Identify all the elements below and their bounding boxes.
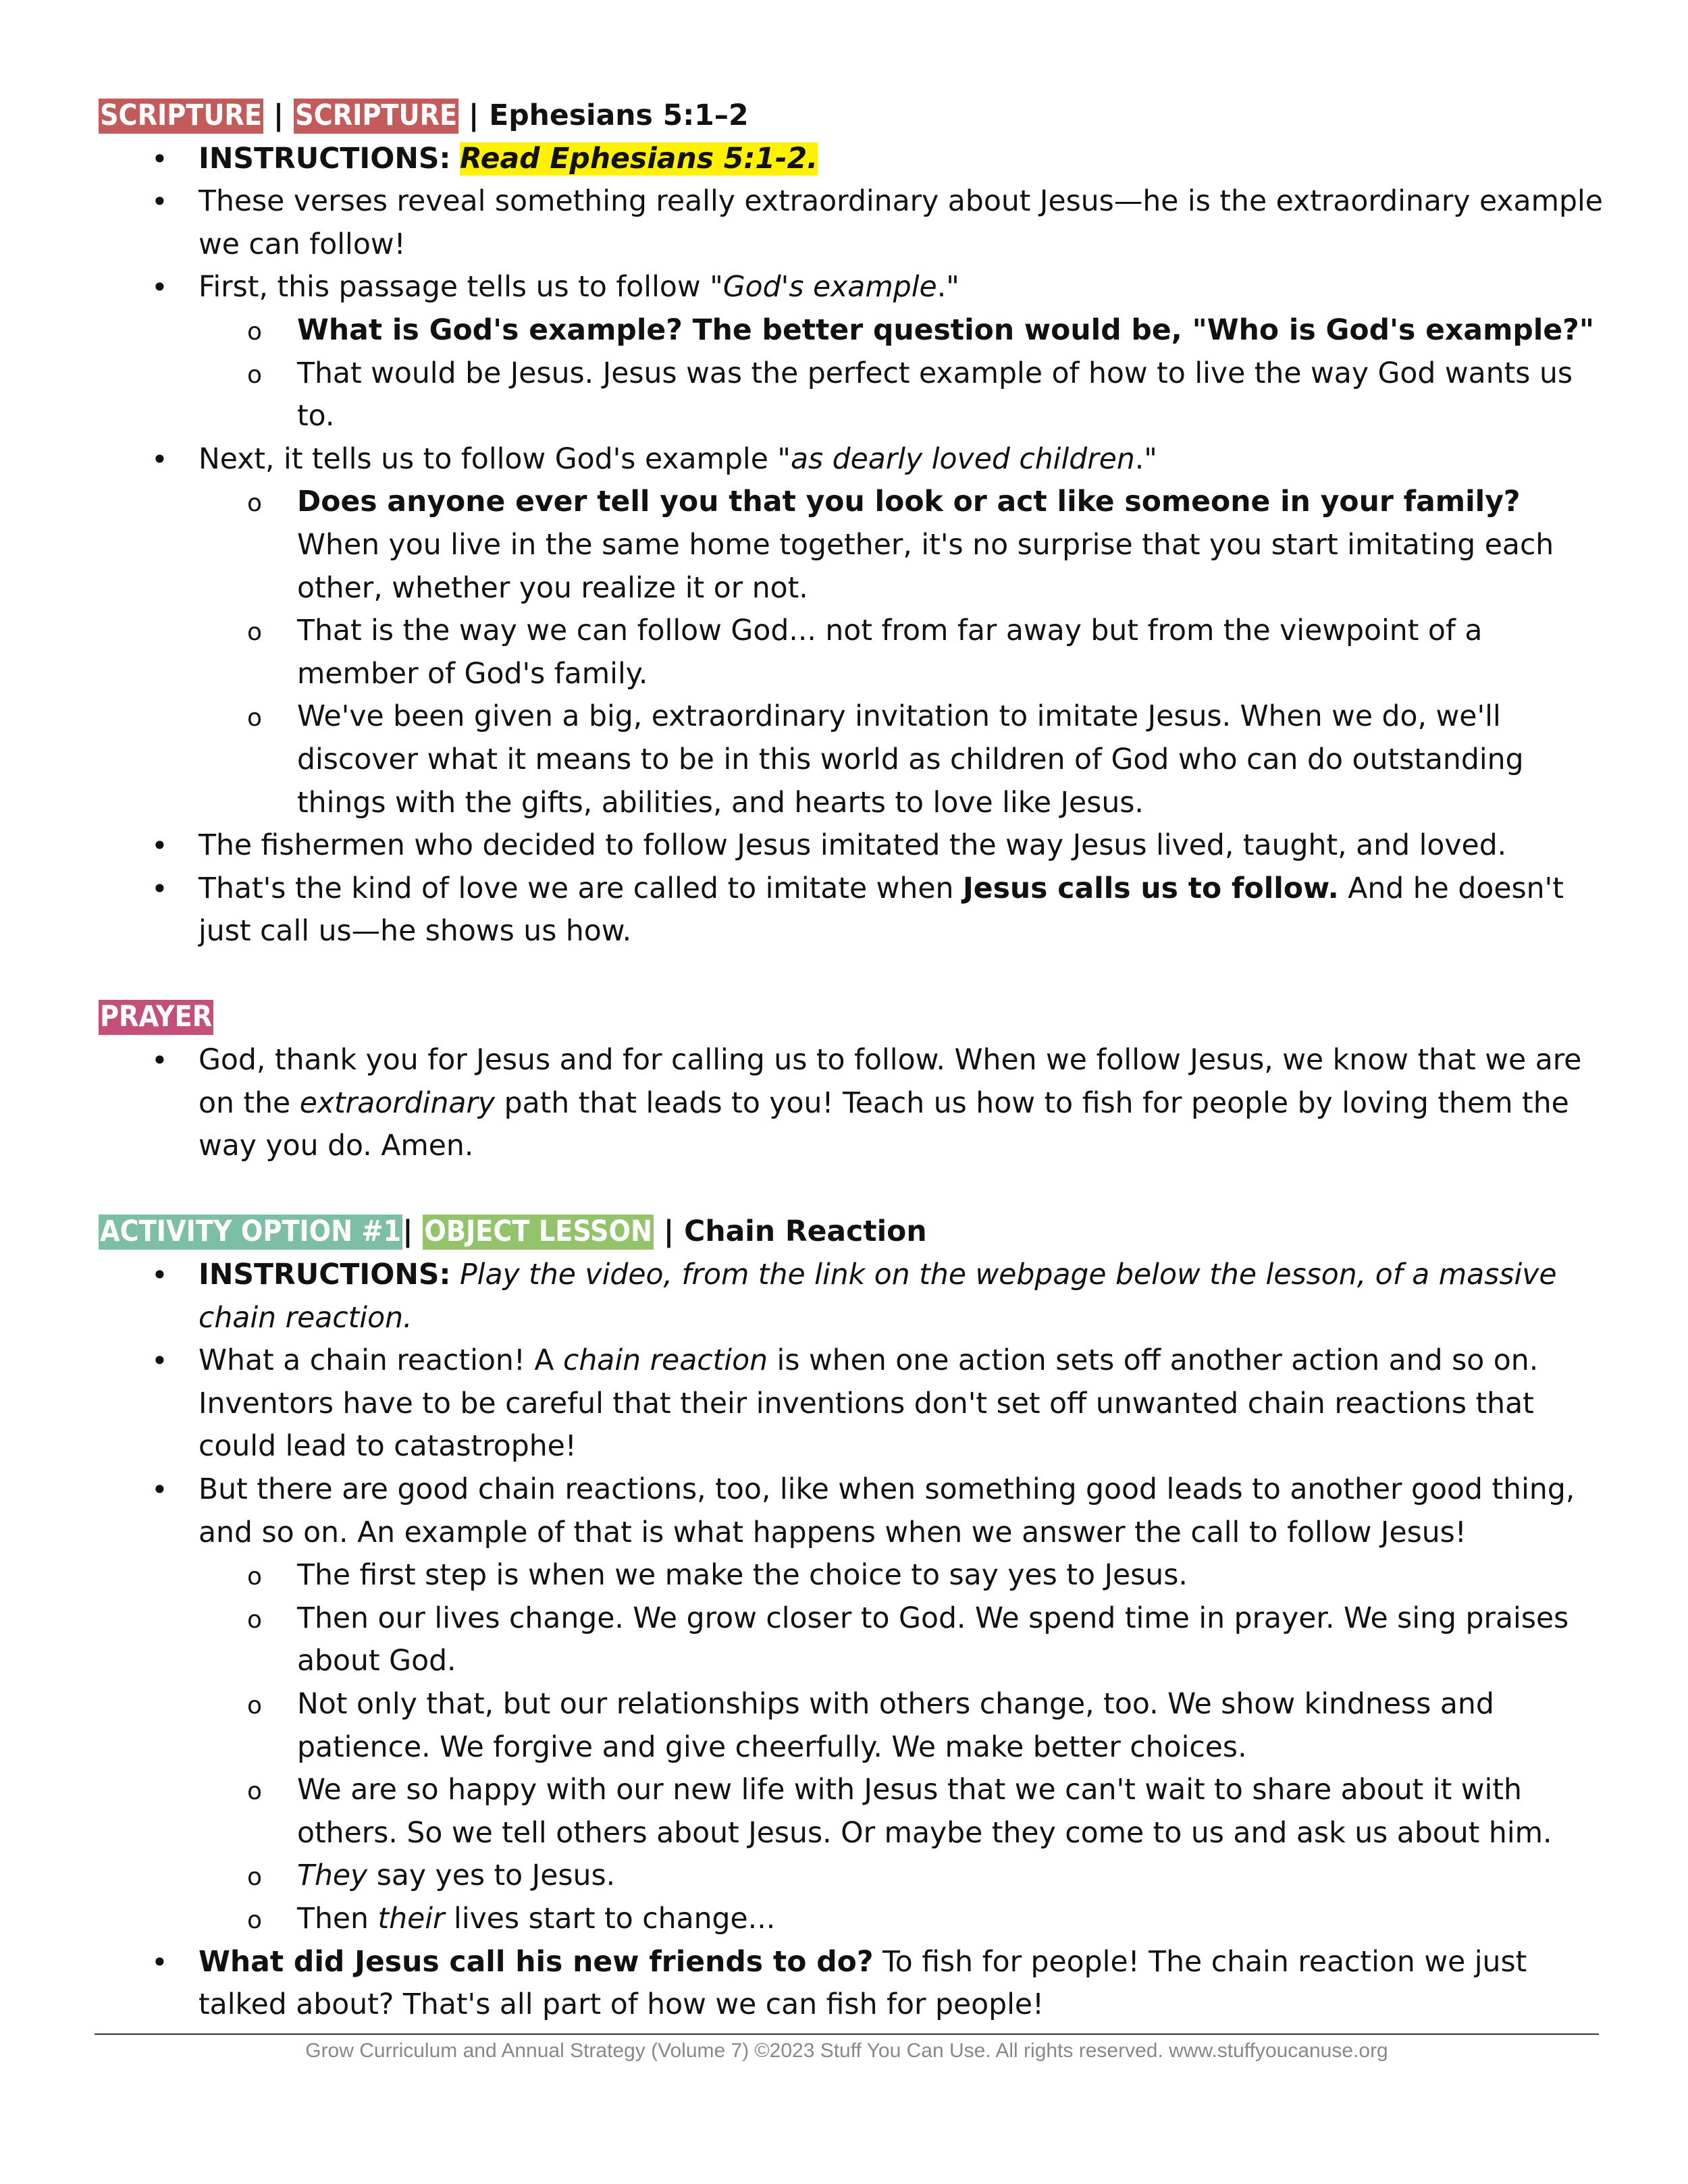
list-item: • First, this passage tells us to follow "God's example." o What is God's example? The better question would be, "Who is God's example?" o That would be Jesus. Jesus was the perfect example of how to live the way God wants us to. [99,266,1603,437]
scripture-list [99,138,1603,953]
heading-separator: | [402,1215,413,1249]
list-item [99,138,1603,181]
scripture-tag: SCRIPTURE [100,99,262,132]
spacer [99,953,1603,996]
heading-separator: | [468,99,479,132]
instructions-label: INSTRUCTIONS: [199,1258,451,1292]
sub-list [199,481,1603,824]
heading-separator: | [663,1215,675,1249]
document-body [99,95,1603,2027]
emphasis-text: God's example [722,271,937,304]
sub-list-item: o Not only that, but our relationships with others change, too. We show kindness and patience. We forgive and give cheerfully. We make better choices. [197,1683,1603,1769]
sub-list-item: o That is the way we can follow God... not from far away but from the viewpoint of a member of God's family. [197,610,1603,695]
list-item: • But there are good chain reactions, too, like when something good leads to another good thing, and so on. An example of that is what happens when we answer the call to follow Jesus! o The first step is when we make the choice to say yes to Jesus. o Then our lives change. We grow closer to God. We spend time in prayer. We sing praises about God. o Not only that, but our relationships with others change, too. We show kindness and patience. We forgive and give cheerfully. We make better choices. o We are so happy with our new life with Jesus that we can't wait to share about it with others. So we tell others about Jesus. Or maybe they come to us and ask us about him. o They say yes to Jesus. o Then their lives start to change... [99,1468,1603,1941]
instructions-text: Play the video, from the link on the webpage below the lesson, of a massive chain reaction. [199,1258,1557,1335]
footer-copyright: Grow Curriculum and Annual Strategy (Volume 7) ©2023 Stuff You Can Use. All rights reserved. www.stuffyoucanuse.org [305,2040,1388,2062]
list-item: • What a chain reaction! A chain reaction is when one action sets off another action and so on. Inventors have to be careful that their inventions don't set off unwanted chain reactions that could lead to catastrophe! [99,1339,1603,1468]
activity-option-tag: ACTIVITY OPTION #1 [100,1215,402,1249]
sub-list-item: o What is God's example? The better question would be, "Who is God's example?" [197,309,1603,352]
scripture-heading [99,95,1603,138]
list-item: • What did Jesus call his new friends to do? To fish for people! The chain reaction we just talked about? That's all part of how we can fish for people! [99,1941,1603,2027]
prayer-list [99,1039,1603,1168]
sub-list-item: o We've been given a big, extraordinary invitation to imitate Jesus. When we do, we'll discover what it means to be in this world as children of God who can do outstanding things with the gifts, abilities, and hearts to love like Jesus. [197,695,1603,824]
object-lesson-tag: OBJECT LESSON [424,1215,652,1249]
activity-list [99,1254,1603,2027]
list-item: • That's the kind of love we are called to imitate when Jesus calls us to follow. And he doesn't just call us—he shows us how. [99,868,1603,953]
heading-separator: | [273,99,284,132]
prayer-tag: PRAYER [100,1001,213,1034]
instructions-highlight: Read Ephesians 5:1-2. [460,142,818,176]
instructions-label: INSTRUCTIONS: [199,142,451,176]
sub-list-item: o Then their lives start to change... [197,1898,1603,1941]
spacer [99,1168,1603,1211]
emphasis-text: extraordinary [299,1086,496,1120]
emphasis-text: as dearly loved children [790,442,1135,476]
bold-text: Jesus calls us to follow. [962,872,1339,905]
list-item: • Next, it tells us to follow God's example "as dearly loved children." o Does anyone ever tell you that you look or act like someone in your family? When you live in the same home together, it's no surprise that you start imitating each other, whether you realize it or not. o That is the way we can follow God... not from far away but from the viewpoint of a member of God's family. o We've been given a big, extraordinary invitation to imitate Jesus. When we do, we'll discover what it means to be in this world as children of God who can do outstanding things with the gifts, abilities, and hearts to love like Jesus. [99,438,1603,824]
list-item: • The fishermen who decided to follow Jesus imitated the way Jesus lived, taught, and loved. [99,824,1603,868]
sub-list-item: o That would be Jesus. Jesus was the perfect example of how to live the way God wants us to. [197,352,1603,438]
prayer-heading [99,996,1603,1039]
scripture-reference: Ephesians 5:1–2 [489,99,749,132]
sub-list-item: o They say yes to Jesus. [197,1855,1603,1898]
list-item: • These verses reveal something really extraordinary about Jesus—he is the extraordinary example we can follow! [99,180,1603,266]
bold-text: What did Jesus call his new friends to do? [199,1945,874,1979]
sub-list-item: o Then our lives change. We grow closer to God. We spend time in prayer. We sing praises about God. [197,1597,1603,1683]
sub-list-item: o Does anyone ever tell you that you look or act like someone in your family? When you live in the same home together, it's no surprise that you start imitating each other, whether you realize it or not. [197,481,1603,610]
sub-list-item: o The first step is when we make the choice to say yes to Jesus. [197,1554,1603,1597]
emphasis-text: chain reaction [562,1344,768,1378]
list-item: • God, thank you for Jesus and for calling us to follow. When we follow Jesus, we know that we are on the extraordinary path that leads to you! Teach us how to fish for people by loving them the way you do. Amen. [99,1039,1603,1168]
sub-list [199,1554,1603,1940]
activity-title: Chain Reaction [684,1215,927,1249]
list-item [99,1254,1603,1339]
scripture-tag-secondary: SCRIPTURE [295,99,458,132]
sub-list [199,309,1603,438]
sub-list-item: o We are so happy with our new life with Jesus that we can't wait to share about it with others. So we tell others about Jesus. Or maybe they come to us and ask us about him. [197,1769,1603,1855]
activity-heading [99,1210,1603,1254]
